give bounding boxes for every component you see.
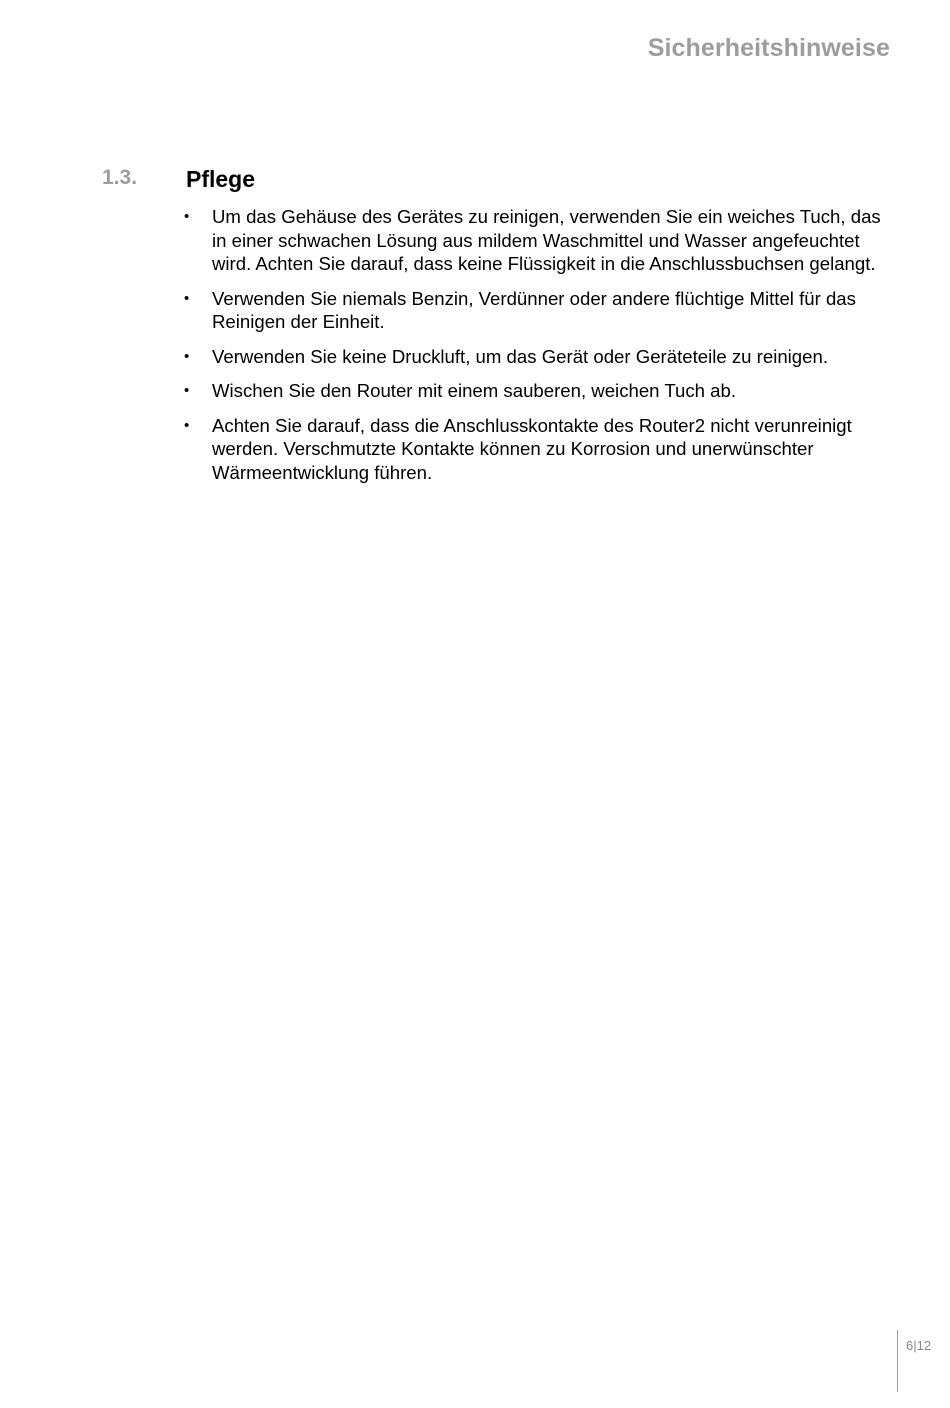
- running-header-title: Sicherheitshinweise: [647, 34, 890, 62]
- page-number: 6|12: [906, 1338, 932, 1353]
- footer-divider: [897, 1330, 898, 1392]
- list-item: [184, 205, 896, 276]
- list-item-text: Achten Sie darauf, dass die Anschlusskontakte des Router2 nicht verunreinigt werden. Verschmutzte Kontakte können zu Korrosion und unerwünschter Wärmeentwicklung führen.: [212, 414, 852, 483]
- list-item-text: Wischen Sie den Router mit einem sauberen, weichen Tuch ab.: [212, 380, 737, 401]
- bullet-icon: •: [184, 208, 190, 225]
- bullet-icon: •: [184, 416, 190, 434]
- list-item-text: Verwenden Sie niemals Benzin, Verdünner oder andere flüchtige Mittel für das Reinigen der Einheit.: [212, 287, 856, 332]
- care-instructions-list: [184, 205, 896, 495]
- section-number: 1.3.: [102, 166, 138, 189]
- bullet-icon: •: [184, 289, 190, 307]
- list-item: [184, 379, 896, 403]
- section-heading: [102, 166, 892, 198]
- list-item-text: Verwenden Sie keine Druckluft, um das Gerät oder Geräteteile zu reinigen.: [212, 345, 828, 367]
- bullet-icon: •: [184, 382, 190, 399]
- section-title: Pflege: [186, 166, 256, 192]
- list-item: [184, 414, 896, 485]
- list-item-text: Um das Gehäuse des Gerätes zu reinigen, verwenden Sie ein weiches Tuch, das in einer schwachen Lösung aus mildem Waschmittel und Wasser angefeuchtet wird. Achten Sie darauf, dass keine Flüssigkeit in die Anschlussbuchsen gelangt.: [212, 206, 881, 274]
- list-item: [184, 345, 896, 369]
- list-item: [184, 287, 896, 334]
- bullet-icon: •: [184, 347, 190, 365]
